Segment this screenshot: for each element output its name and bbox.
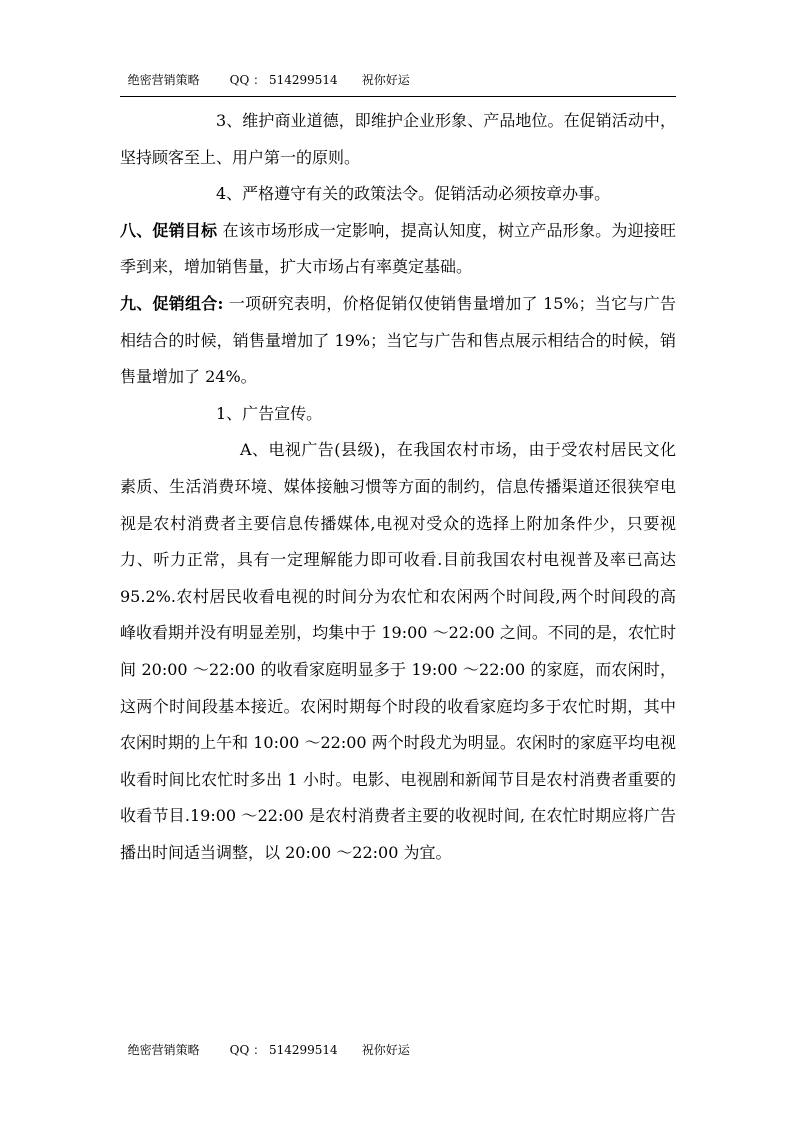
- paragraph-mix-text: 一项研究表明，价格促销仅使销售量增加了 15%；当它与广告相结合的时候，销售量增加了 19%；当它与广告和售点展示相结合的时候，销售量增加了 24%。: [120, 293, 676, 387]
- subheading-advertising: 1、广告宣传。: [216, 403, 323, 423]
- paragraph-goal-text: 在该市场形成一定影响，提高认知度，树立产品形象。为迎接旺季到来，增加销售量，扩大市场占有率奠定基础。: [120, 220, 676, 277]
- document-body: [120, 103, 676, 871]
- paragraph-business-ethics: 3、维护商业道德，即维护企业形象、产品地位。在促销活动中，坚持顾客至上、用户第一的原则。: [120, 111, 676, 167]
- footer-wish: 祝你好运: [361, 1043, 410, 1057]
- footer-title: 绝密营销策略: [127, 1043, 200, 1057]
- paragraph-policy-compliance: 4、严格遵守有关的政策法令。促销活动必须按章办事。: [216, 184, 611, 204]
- paragraph-tv-advertising: A、电视广告(县级)，在我国农村市场，由于受农村居民文化素质、生活消费环境、媒体接触习惯等方面的制约，信息传播渠道还很狭窄电视是农村消费者主要信息传播媒体,电视对受众的选择上附加条件少，只要视力、听力正常，具有一定理解能力即可收看.目前我国农村电视普及率已高达 95.2%.农村居民收看电视的时间分为农忙和农闲两个时间段,两个时间段的高峰收看期并没有明显差别，均集中于 19:00 ～22:00 之间。不同的是，农忙时间 20:00 ～22:00 的收看家庭明显多于 19:00 ～22:00 的家庭，而农闲时，这两个时间段基本接近。农闲时期每个时段的收看家庭均多于农忙时期，其中农闲时期的上午和 10:00 ～22:00 两个时段尤为明显。农闲时的家庭平均电视收看时间比农忙时多出 1 小时。电影、电视剧和新闻节目是农村消费者重要的收看节目.19:00 ～22:00 是农村消费者主要的收视时间, 在农忙时期应将广告播出时间适当调整，以 20:00 ～22:00 为宜。: [120, 440, 676, 862]
- section-heading-mix: 九、促销组合:: [120, 293, 224, 313]
- paragraph-promotion-mix: [120, 286, 676, 396]
- footer-qq: QQ ： 514299514: [229, 1043, 338, 1057]
- header-divider: [120, 96, 676, 97]
- section-heading-goal: 八、促销目标: [120, 220, 218, 240]
- header-qq: QQ ： 514299514: [229, 73, 338, 87]
- paragraph-promotion-goal: [120, 213, 676, 286]
- header-wish: 祝你好运: [361, 73, 410, 87]
- page-header: [120, 59, 410, 87]
- page-footer: [120, 1029, 410, 1057]
- header-title: 绝密营销策略: [127, 73, 200, 87]
